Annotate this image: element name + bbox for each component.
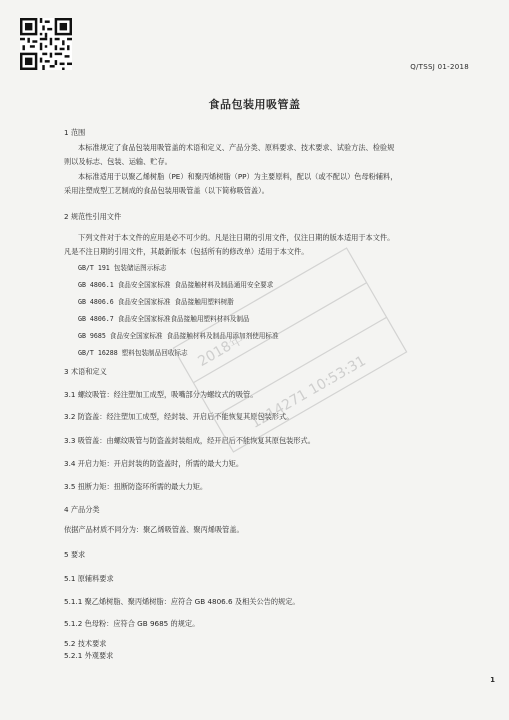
subsection-heading: 5.2 技术要求	[64, 639, 107, 648]
section-5-heading: 5 要求	[64, 550, 86, 559]
section-1-paragraph: 采用注塑成型工艺制成的食品包装用吸管盖（以下简称吸管盖）。	[64, 186, 269, 195]
qr-code-icon	[20, 18, 72, 70]
official-stamp	[160, 200, 420, 500]
section-1-paragraph: 则以及标志、包装、运输、贮存。	[64, 157, 172, 166]
section-1-paragraph: 本标准适用于以聚乙烯树脂（PE）和聚丙烯树脂（PP）为主要原料，配以（或不配以）色母粉辅料，	[78, 172, 398, 181]
stamp-text: 1214271 10:53:31	[248, 353, 369, 432]
reference-item: GB 4806.7 食品安全国家标准食品接触用塑料材料及制品	[78, 315, 250, 323]
reference-item: GB/T 191 包装储运图示标志	[78, 264, 167, 272]
subsection-heading: 5.1 原辅料要求	[64, 574, 114, 583]
section-4-heading: 4 产品分类	[64, 505, 100, 514]
page-title: 食品包装用吸管盖	[208, 98, 301, 111]
requirement-item: 5.1.1 聚乙烯树脂、聚丙烯树脂：应符合 GB 4806.6 及相关公告的规定。	[64, 597, 300, 606]
section-2-paragraph: 下列文件对于本文件的应用是必不可少的。凡是注日期的引用文件，仅注日期的版本适用于本文件。	[78, 233, 395, 242]
section-2-paragraph: 凡是不注日期的引用文件，其最新版本（包括所有的修改单）适用于本文件。	[64, 247, 309, 256]
requirement-item: 5.1.2 色母粉：应符合 GB 9685 的规定。	[64, 619, 200, 628]
reference-item: GB 9685 食品安全国家标准 食品接触材料及制品用添加剂使用标准	[78, 332, 279, 340]
standard-code: Q/TSSJ 01-2018	[410, 63, 469, 71]
page-number: 1	[490, 676, 495, 684]
section-2-heading: 2 规范性引用文件	[64, 212, 122, 221]
subsection-heading: 5.2.1 外观要求	[64, 651, 114, 660]
definition-item: 3.1 螺纹吸管：经注塑加工成型，吸嘴部分为螺纹式的吸管。	[64, 390, 258, 399]
definition-item: 3.4 开启力矩：开启封装的防盗盖时，所需的最大力矩。	[64, 459, 244, 468]
stamp-text: 2018年	[195, 331, 247, 370]
section-1-heading: 1 范围	[64, 128, 86, 137]
definition-item: 3.3 吸管盖：由螺纹吸管与防盗盖封装组成，经开启后不能恢复其原包装形式。	[64, 436, 315, 445]
reference-item: GB 4806.6 食品安全国家标准 食品接触用塑料树脂	[78, 298, 234, 306]
section-1-paragraph: 本标准规定了食品包装用吸管盖的术语和定义、产品分类、原料要求、技术要求、试验方法、检验规	[78, 143, 395, 152]
reference-item: GB 4806.1 食品安全国家标准 食品接触材料及制品通用安全要求	[78, 281, 274, 289]
section-3-heading: 3 术语和定义	[64, 367, 107, 376]
definition-item: 3.5 扭断力矩：扭断防盗环所需的最大力矩。	[64, 482, 208, 491]
reference-item: GB/T 16288 塑料包装制品回收标志	[78, 349, 188, 357]
definition-item: 3.2 防盗盖：经注塑加工成型，经封装、开启后不能恢复其原包装形式。	[64, 412, 294, 421]
section-4-paragraph: 依据产品材质不同分为：聚乙烯吸管盖、聚丙烯吸管盖。	[64, 525, 244, 534]
